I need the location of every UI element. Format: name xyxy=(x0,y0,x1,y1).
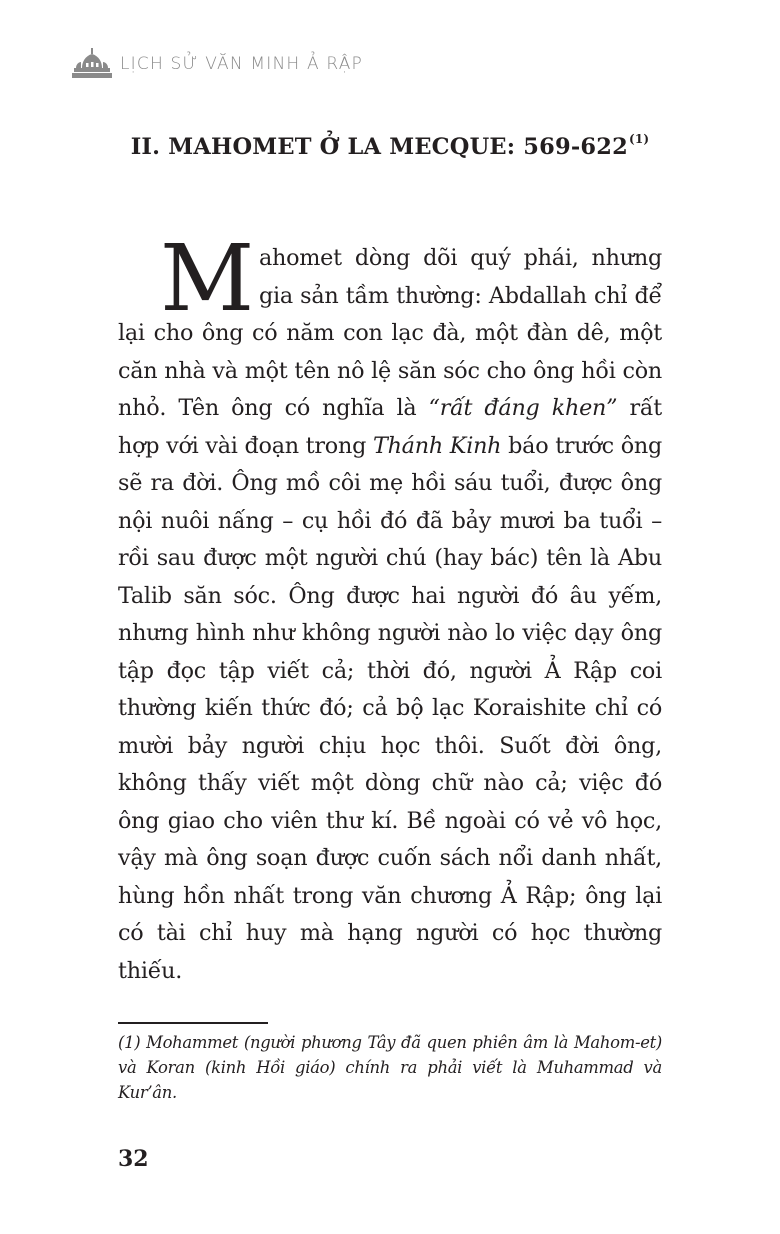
footnote-divider xyxy=(118,1022,268,1024)
chapter-title-text: II. MAHOMET Ở LA MECQUE: 569-622 xyxy=(130,134,628,160)
body-text-part-2: rất hợp với vài đoạn trong xyxy=(118,395,662,459)
mosque-dome-icon xyxy=(72,46,112,82)
drop-cap: M xyxy=(160,225,254,332)
footnote-marker: (1) xyxy=(628,132,650,146)
footnote: (1) Mohammet (người phương Tây đã quen phiên âm là Mahom-et) và Koran (kinh Hồi giáo) chính ra phải viết là Muhammad và Kur’ân. xyxy=(118,1033,662,1102)
chapter-title xyxy=(0,132,780,160)
body-paragraph xyxy=(118,225,662,990)
body-book-title: Thánh Kinh xyxy=(372,432,502,459)
body-quote: “rất đáng khen” xyxy=(428,395,618,421)
running-header xyxy=(72,44,363,84)
running-title: LỊCH SỬ VĂN MINH Ả RẬP xyxy=(120,54,363,74)
body-text-part-1: ahomet dòng dõi quý phái, nhưng gia sản tầm thường: Abdallah chỉ để lại cho ông có năm con lạc đà, một đàn dê, một căn nhà và một tên nô lệ săn sóc cho ông hồi còn nhỏ. Tên ông có nghĩa là xyxy=(118,245,662,421)
page-number: 32 xyxy=(118,1146,149,1172)
body-text-part-3: báo trước ông sẽ ra đời. Ông mồ côi mẹ hồi sáu tuổi, được ông nội nuôi nấng – cụ hồi đó đã bảy mươi ba tuổi – rồi sau được một người chú (hay bác) tên là Abu Talib săn sóc. Ông được hai người đó âu yếm, nhưng hình như không người nào lo việc dạy ông tập đọc tập viết cả; thời đó, người Ả Rập coi thường kiến thức đó; cả bộ lạc Koraishite chỉ có mười bảy người chịu học thôi. Suốt đời ông, không thấy viết một dòng chữ nào cả; việc đó ông giao cho viên thư kí. Bề ngoài có vẻ vô học, vậy mà ông soạn được cuốn sách nổi danh nhất, hùng hồn nhất trong văn chương Ả Rập; ông lại có tài chỉ huy mà hạng người có học thường thiếu. xyxy=(118,432,662,984)
